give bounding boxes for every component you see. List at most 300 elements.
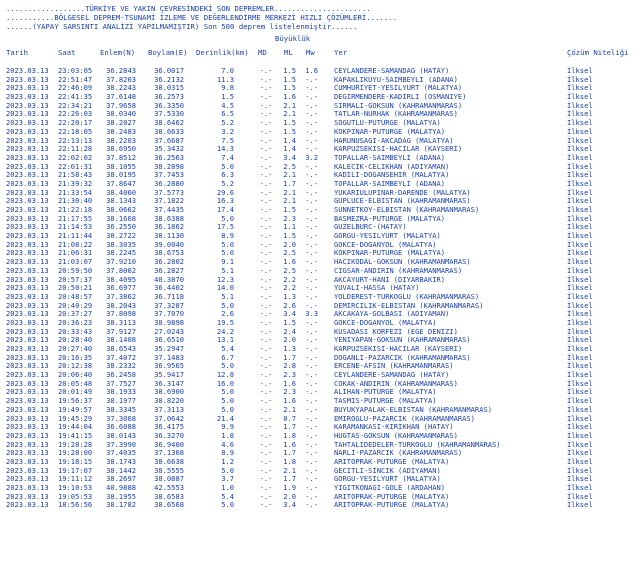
cell-tarih: 2023.03.13 xyxy=(6,152,49,162)
cell-enlem: 38.1955 xyxy=(106,491,136,501)
table-row xyxy=(0,267,640,276)
cell-nitelik: İlksel xyxy=(567,126,593,136)
cell-ml: 1.1 xyxy=(283,222,296,232)
cell-derinlik: 14.3 xyxy=(216,144,234,154)
cell-yer: GORGU-YESILYURT (MALATYA) xyxy=(334,231,441,241)
table-row xyxy=(0,493,640,502)
cell-yer: BUYUKYAPALAK-ELBISTAN (KAHRAMANMARAS) xyxy=(334,404,493,414)
cell-nitelik: İlksel xyxy=(567,309,593,319)
cell-saat: 19:49:57 xyxy=(58,404,93,414)
cell-mw: -.- xyxy=(305,222,318,232)
cell-mw: -.- xyxy=(305,83,318,93)
col-boylam: Boylam(E) xyxy=(148,48,188,57)
cell-ml: 2.8 xyxy=(283,361,296,371)
cell-tarih: 2023.03.13 xyxy=(6,378,49,388)
cell-enlem: 37.3862 xyxy=(106,291,136,301)
cell-tarih: 2023.03.13 xyxy=(6,231,49,241)
cell-derinlik: 5.0 xyxy=(221,213,234,223)
cell-ml: 2.3 xyxy=(283,213,296,223)
cell-md: -.- xyxy=(259,439,273,449)
cell-enlem: 38.1055 xyxy=(106,161,136,171)
cell-boylam: 38.8220 xyxy=(154,396,184,406)
cell-yer: KOKPINAR-PUTURGE (MALATYA) xyxy=(334,248,446,258)
cell-tarih: 2023.03.13 xyxy=(6,222,49,232)
cell-ml: 1.8 xyxy=(283,430,296,440)
cell-yer: KADILI-DOGANSEHIR (MALATYA) xyxy=(334,170,450,180)
cell-md: -.- xyxy=(259,291,273,301)
cell-enlem: 37.8098 xyxy=(106,309,136,319)
cell-nitelik: İlksel xyxy=(567,283,593,293)
cell-saat: 20:33:43 xyxy=(58,326,93,336)
cell-enlem: 37.8203 xyxy=(106,74,136,84)
cell-boylam: 37.6687 xyxy=(154,135,184,145)
cell-ml: 1.5 xyxy=(283,74,296,84)
cell-tarih: 2023.03.13 xyxy=(6,439,49,449)
cell-boylam: 38.6583 xyxy=(154,491,184,501)
table-row xyxy=(0,328,640,337)
cell-nitelik: İlksel xyxy=(567,257,593,267)
cell-derinlik: 6.7 xyxy=(221,352,234,362)
cell-boylam: 38.0315 xyxy=(154,83,184,93)
cell-boylam: 36.2573 xyxy=(154,92,184,102)
cell-saat: 19:17:07 xyxy=(58,465,93,475)
cell-derinlik: 7.0 xyxy=(221,66,234,75)
cell-mw: -.- xyxy=(305,474,318,484)
cell-mw: -.- xyxy=(305,257,318,267)
cell-saat: 20:50:21 xyxy=(58,283,93,293)
cell-saat: 19:45:29 xyxy=(58,413,93,423)
cell-md: -.- xyxy=(259,283,273,293)
col-md: MD xyxy=(258,48,267,57)
cell-saat: 20:57:37 xyxy=(58,274,93,284)
cell-boylam: 37.1822 xyxy=(154,196,184,206)
cell-enlem: 37.9127 xyxy=(106,326,136,336)
cell-ml: 1.6 xyxy=(283,439,296,449)
cell-nitelik: İlksel xyxy=(567,361,593,371)
cell-md: -.- xyxy=(259,187,273,197)
cell-tarih: 2023.03.13 xyxy=(6,196,49,206)
cell-enlem: 38.2245 xyxy=(106,248,136,258)
cell-tarih: 2023.03.13 xyxy=(6,66,49,75)
table-row xyxy=(0,102,640,111)
cell-tarih: 2023.03.13 xyxy=(6,326,49,336)
cell-md: -.- xyxy=(259,317,273,327)
cell-nitelik: İlksel xyxy=(567,291,593,301)
cell-boylam: 38.5555 xyxy=(154,465,184,475)
cell-derinlik: 5.0 xyxy=(221,465,234,475)
cell-ml: 2.1 xyxy=(283,100,296,110)
cell-ml: 2.4 xyxy=(283,326,296,336)
cell-yer: SIRMALI-GOKSUN (KAHRAMANMARAS) xyxy=(334,100,463,110)
col-tarih: Tarih xyxy=(6,48,28,57)
table-row xyxy=(0,249,640,258)
col-saat: Saat xyxy=(58,48,76,57)
cell-derinlik: 8.9 xyxy=(221,448,234,458)
cell-derinlik: 1.8 xyxy=(221,430,234,440)
cell-mw: -.- xyxy=(305,448,318,458)
cell-saat: 22:01:31 xyxy=(58,161,93,171)
cell-yer: TOPALLAR-SAIMBEYLI (ADANA) xyxy=(334,178,446,188)
cell-mw: -.- xyxy=(305,126,318,136)
cell-tarih: 2023.03.13 xyxy=(6,370,49,380)
cell-tarih: 2023.03.13 xyxy=(6,239,49,249)
cell-nitelik: İlksel xyxy=(567,387,593,397)
cell-tarih: 2023.03.13 xyxy=(6,422,49,432)
cell-tarih: 2023.03.13 xyxy=(6,161,49,171)
cell-yer: ARITOPRAK-PUTURGE (MALATYA) xyxy=(334,500,450,510)
cell-nitelik: İlksel xyxy=(567,265,593,275)
cell-boylam: 36.4402 xyxy=(154,283,184,293)
cell-saat: 19:10:53 xyxy=(58,483,93,492)
cell-yer: CIGSAR-ANDIRIN (KAHRAMANMARAS) xyxy=(334,265,463,275)
cell-saat: 19:28:00 xyxy=(58,448,93,458)
cell-boylam: 37.7070 xyxy=(154,309,184,319)
cell-boylam: 36.2563 xyxy=(154,152,184,162)
col-enlem: Enlem(N) xyxy=(100,48,136,57)
cell-mw: -.- xyxy=(305,317,318,327)
cell-derinlik: 2.6 xyxy=(221,309,234,319)
table-row xyxy=(0,449,640,458)
cell-tarih: 2023.03.13 xyxy=(6,344,49,353)
cell-enlem: 38.1933 xyxy=(106,387,136,397)
cell-boylam: 35.2947 xyxy=(154,344,184,353)
cell-derinlik: 9.8 xyxy=(221,83,234,93)
cell-derinlik: 12.8 xyxy=(216,370,234,380)
table-row xyxy=(0,223,640,232)
cell-md: -.- xyxy=(259,465,273,475)
cell-ml: 1.7 xyxy=(283,352,296,362)
cell-mw: -.- xyxy=(305,118,318,128)
cell-derinlik: 5.0 xyxy=(221,500,234,510)
cell-yer: CEYLANDERE-SAMANDAG (HATAY) xyxy=(334,370,450,380)
cell-yer: GECITLI-SINCIK (ADIYAMAN) xyxy=(334,465,441,475)
table-row xyxy=(0,215,640,224)
cell-ml: 3.4 xyxy=(283,500,296,510)
cell-mw: -.- xyxy=(305,178,318,188)
cell-enlem: 38.2203 xyxy=(106,135,136,145)
table-row xyxy=(0,441,640,450)
cell-md: -.- xyxy=(259,196,273,206)
cell-derinlik: 17.5 xyxy=(216,222,234,232)
cell-tarih: 2023.03.13 xyxy=(6,265,49,275)
cell-enlem: 38.3035 xyxy=(106,239,136,249)
cell-saat: 20:16:35 xyxy=(58,352,93,362)
cell-enlem: 37.9210 xyxy=(106,257,136,267)
cell-mw: -.- xyxy=(305,144,318,154)
cell-derinlik: 1.0 xyxy=(221,483,234,492)
cell-mw: -.- xyxy=(305,439,318,449)
cell-nitelik: İlksel xyxy=(567,404,593,414)
cell-mw: -.- xyxy=(305,300,318,310)
cell-derinlik: 19.5 xyxy=(216,317,234,327)
cell-enlem: 38.1408 xyxy=(106,335,136,345)
cell-derinlik: 5.0 xyxy=(221,161,234,171)
cell-enlem: 37.8002 xyxy=(106,265,136,275)
cell-saat: 20:27:40 xyxy=(58,344,93,353)
cell-md: -.- xyxy=(259,361,273,371)
cell-tarih: 2023.03.13 xyxy=(6,257,49,267)
cell-mw: -.- xyxy=(305,404,318,414)
cell-saat: 20:37:27 xyxy=(58,309,93,319)
cell-derinlik: 6.5 xyxy=(221,109,234,119)
table-row xyxy=(0,354,640,363)
cell-boylam: 37.3287 xyxy=(154,300,184,310)
cell-tarih: 2023.03.13 xyxy=(6,448,49,458)
cell-saat: 19:28:28 xyxy=(58,439,93,449)
cell-derinlik: 5.0 xyxy=(221,361,234,371)
cell-derinlik: 5.0 xyxy=(221,248,234,258)
cell-enlem: 38.2243 xyxy=(106,83,136,93)
cell-enlem: 38.1977 xyxy=(106,396,136,406)
cell-md: -.- xyxy=(259,222,273,232)
cell-md: -.- xyxy=(259,213,273,223)
cell-ml: 2.0 xyxy=(283,335,296,345)
cell-enlem: 38.4095 xyxy=(106,274,136,284)
cell-yer: GOKCE-DOGANYOL (MALATYA) xyxy=(334,239,437,249)
cell-yer: TASMIS-PUTURGE (MALATYA) xyxy=(334,396,437,406)
cell-md: -.- xyxy=(259,152,273,162)
cell-saat: 18:56:56 xyxy=(58,500,93,510)
cell-derinlik: 5.0 xyxy=(221,387,234,397)
cell-md: -.- xyxy=(259,335,273,345)
cell-mw: -.- xyxy=(305,344,318,353)
cell-nitelik: İlksel xyxy=(567,213,593,223)
table-row xyxy=(0,137,640,146)
cell-boylam: 36.3147 xyxy=(154,378,184,388)
cell-mw: -.- xyxy=(305,92,318,102)
cell-ml: 3.4 xyxy=(283,309,296,319)
cell-derinlik: 21.4 xyxy=(216,413,234,423)
cell-mw: -.- xyxy=(305,370,318,380)
table-row xyxy=(0,171,640,180)
cell-yer: AKCAYURT-HANI (DIYARBAKIR) xyxy=(334,274,446,284)
cell-boylam: 36.4175 xyxy=(154,422,184,432)
cell-yer: CEYLANDERE-SAMANDAG (HATAY) xyxy=(334,66,450,75)
cell-enlem: 38.0195 xyxy=(106,170,136,180)
cell-tarih: 2023.03.13 xyxy=(6,291,49,301)
cell-md: -.- xyxy=(259,274,273,284)
header-note-line: ......(YAPAY SARSINTI ANALİZİ YAPILMAMIŞTIR) Son 500 deprem listelenmiştir...... xyxy=(6,22,358,31)
cell-tarih: 2023.03.13 xyxy=(6,170,49,180)
cell-saat: 21:14:53 xyxy=(58,222,93,232)
cell-saat: 20:12:38 xyxy=(58,361,93,371)
table-row xyxy=(0,380,640,389)
cell-tarih: 2023.03.13 xyxy=(6,283,49,293)
cell-yer: YUKARIULUPINAR-DARENDE (MALATYA) xyxy=(334,187,471,197)
cell-saat: 21:22:18 xyxy=(58,205,93,214)
cell-boylam: 38.0887 xyxy=(154,474,184,484)
cell-enlem: 37.7527 xyxy=(106,378,136,388)
cell-nitelik: İlksel xyxy=(567,74,593,84)
cell-enlem: 36.2550 xyxy=(106,222,136,232)
cell-enlem: 37.4072 xyxy=(106,352,136,362)
cell-enlem: 38.2483 xyxy=(106,126,136,136)
cell-yer: KARPUZSEKISI-HACILAR (KAYSERI) xyxy=(334,144,463,154)
cell-md: -.- xyxy=(259,205,273,214)
cell-nitelik: İlksel xyxy=(567,474,593,484)
cell-md: -.- xyxy=(259,83,273,93)
cell-mw: -.- xyxy=(305,205,318,214)
cell-enlem: 38.0143 xyxy=(106,430,136,440)
cell-boylam: 38.6388 xyxy=(154,213,184,223)
cell-md: -.- xyxy=(259,265,273,275)
cell-yer: ARITOPRAK-PUTURGE (MALATYA) xyxy=(334,491,450,501)
cell-saat: 21:17:55 xyxy=(58,213,93,223)
cell-boylam: 40.3870 xyxy=(154,274,184,284)
cell-saat: 21:58:43 xyxy=(58,170,93,180)
cell-enlem: 36.2458 xyxy=(106,370,136,380)
cell-nitelik: İlksel xyxy=(567,396,593,406)
cell-yer: DOGANLI-PAZARCIK (KAHRAMANMARAS) xyxy=(334,352,471,362)
cell-mw: -.- xyxy=(305,239,318,249)
cell-mw: -.- xyxy=(305,100,318,110)
table-row xyxy=(0,241,640,250)
cell-nitelik: İlksel xyxy=(567,500,593,510)
cell-mw: -.- xyxy=(305,161,318,171)
cell-ml: 2.5 xyxy=(283,161,296,171)
cell-enlem: 37.6148 xyxy=(106,92,136,102)
cell-mw: -.- xyxy=(305,335,318,345)
cell-md: -.- xyxy=(259,161,273,171)
cell-tarih: 2023.03.13 xyxy=(6,387,49,397)
cell-enlem: 36.6088 xyxy=(106,422,136,432)
cell-yer: YIGITKONAGI-GOLE (ARDAHAN) xyxy=(334,483,446,492)
cell-enlem: 38.1442 xyxy=(106,465,136,475)
cell-nitelik: İlksel xyxy=(567,335,593,345)
cell-yer: SOGUTLU-PUTURGE (MALATYA) xyxy=(334,118,441,128)
cell-boylam: 35.3432 xyxy=(154,144,184,154)
cell-derinlik: 5.2 xyxy=(221,118,234,128)
table-row xyxy=(0,475,640,484)
cell-nitelik: İlksel xyxy=(567,248,593,258)
cell-mw: -.- xyxy=(305,465,318,475)
cell-tarih: 2023.03.13 xyxy=(6,187,49,197)
cell-mw: -.- xyxy=(305,74,318,84)
cell-enlem: 38.2697 xyxy=(106,474,136,484)
cell-saat: 22:11:28 xyxy=(58,144,93,154)
cell-yer: BASMEZRA-PUTURGE (MALATYA) xyxy=(334,213,446,223)
cell-ml: 1.6 xyxy=(283,378,296,388)
cell-derinlik: 5.2 xyxy=(221,178,234,188)
cell-ml: 1.9 xyxy=(283,483,296,492)
table-row xyxy=(0,397,640,406)
cell-nitelik: İlksel xyxy=(567,239,593,249)
table-row xyxy=(0,189,640,198)
cell-saat: 22:41:35 xyxy=(58,92,93,102)
cell-saat: 20:40:29 xyxy=(58,300,93,310)
cell-mw: -.- xyxy=(305,109,318,119)
cell-yer: ERCENE-AFSIN (KAHRAMANMARAS) xyxy=(334,361,454,371)
cell-boylam: 36.9565 xyxy=(154,361,184,371)
cell-boylam: 38.6900 xyxy=(154,387,184,397)
cell-nitelik: İlksel xyxy=(567,378,593,388)
cell-ml: 1.6 xyxy=(283,257,296,267)
table-row xyxy=(0,145,640,154)
cell-mw: -.- xyxy=(305,422,318,432)
cell-md: -.- xyxy=(259,404,273,414)
cell-yer: KARPUZSEKISI-HACILAR (KAYSERI) xyxy=(334,344,463,353)
cell-ml: 2.1 xyxy=(283,187,296,197)
cell-tarih: 2023.03.13 xyxy=(6,361,49,371)
cell-nitelik: İlksel xyxy=(567,118,593,128)
cell-boylam: 37.3113 xyxy=(154,404,184,414)
table-row xyxy=(0,110,640,119)
cell-tarih: 2023.03.13 xyxy=(6,118,49,128)
cell-ml: 2.2 xyxy=(283,274,296,284)
col-yer: Yer xyxy=(334,48,348,57)
cell-tarih: 2023.03.13 xyxy=(6,430,49,440)
cell-yer: TAHTALIDEDELER-TURKOGLU (KAHRAMANMARAS) xyxy=(334,439,501,449)
cell-tarih: 2023.03.13 xyxy=(6,109,49,119)
cell-boylam: 36.6510 xyxy=(154,335,184,345)
cell-saat: 19:44:04 xyxy=(58,422,93,432)
cell-derinlik: 8.9 xyxy=(221,231,234,241)
cell-saat: 20:36:23 xyxy=(58,317,93,327)
cell-saat: 20:01:49 xyxy=(58,387,93,397)
cell-enlem: 38.1343 xyxy=(106,196,136,206)
table-row xyxy=(0,76,640,85)
cell-nitelik: İlksel xyxy=(567,326,593,336)
cell-tarih: 2023.03.13 xyxy=(6,352,49,362)
cell-ml: 2.6 xyxy=(283,300,296,310)
cell-yer: HUGTAS-GOKSUN (KAHRAMANMARAS) xyxy=(334,430,458,440)
table-row xyxy=(0,197,640,206)
cell-nitelik: İlksel xyxy=(567,344,593,353)
cell-nitelik: İlksel xyxy=(567,439,593,449)
table-row xyxy=(0,406,640,415)
cell-yer: KOKPINAR-PUTURGE (MALATYA) xyxy=(334,126,446,136)
cell-yer: TATLAR-NURHAK (KAHRAMANMARAS) xyxy=(334,109,458,119)
cell-ml: 0.7 xyxy=(283,413,296,423)
cell-boylam: 38.6462 xyxy=(154,118,184,128)
cell-tarih: 2023.03.13 xyxy=(6,74,49,84)
cell-mw: -.- xyxy=(305,196,318,206)
cell-derinlik: 5.0 xyxy=(221,239,234,249)
cell-tarih: 2023.03.13 xyxy=(6,500,49,510)
cell-mw: -.- xyxy=(305,500,318,510)
cell-nitelik: İlksel xyxy=(567,352,593,362)
cell-md: -.- xyxy=(259,118,273,128)
cell-mw: -.- xyxy=(305,413,318,423)
cell-saat: 22:18:05 xyxy=(58,126,93,136)
cell-tarih: 2023.03.13 xyxy=(6,135,49,145)
cell-mw: -.- xyxy=(305,326,318,336)
cell-tarih: 2023.03.13 xyxy=(6,309,49,319)
cell-nitelik: İlksel xyxy=(567,300,593,310)
cell-md: -.- xyxy=(259,413,273,423)
cell-nitelik: İlksel xyxy=(567,178,593,188)
cell-saat: 21:33:54 xyxy=(58,187,93,197)
cell-md: -.- xyxy=(259,178,273,188)
cell-ml: 1.4 xyxy=(283,144,296,154)
cell-ml: 2.5 xyxy=(283,265,296,275)
cell-yer: ALIHAN-PUTURGE (MALATYA) xyxy=(334,387,437,397)
table-row xyxy=(0,362,640,371)
cell-tarih: 2023.03.13 xyxy=(6,178,49,188)
cell-nitelik: İlksel xyxy=(567,413,593,423)
cell-tarih: 2023.03.13 xyxy=(6,300,49,310)
cell-tarih: 2023.03.13 xyxy=(6,83,49,93)
cell-yer: YUVALI-HASSA (HATAY) xyxy=(334,283,420,293)
table-row xyxy=(0,371,640,380)
cell-derinlik: 1.2 xyxy=(221,456,234,466)
cell-enlem: 36.6977 xyxy=(106,283,136,293)
cell-tarih: 2023.03.13 xyxy=(6,483,49,492)
cell-boylam: 38.6753 xyxy=(154,248,184,258)
cell-derinlik: 7.4 xyxy=(221,152,234,162)
table-row xyxy=(0,163,640,172)
cell-md: -.- xyxy=(259,352,273,362)
